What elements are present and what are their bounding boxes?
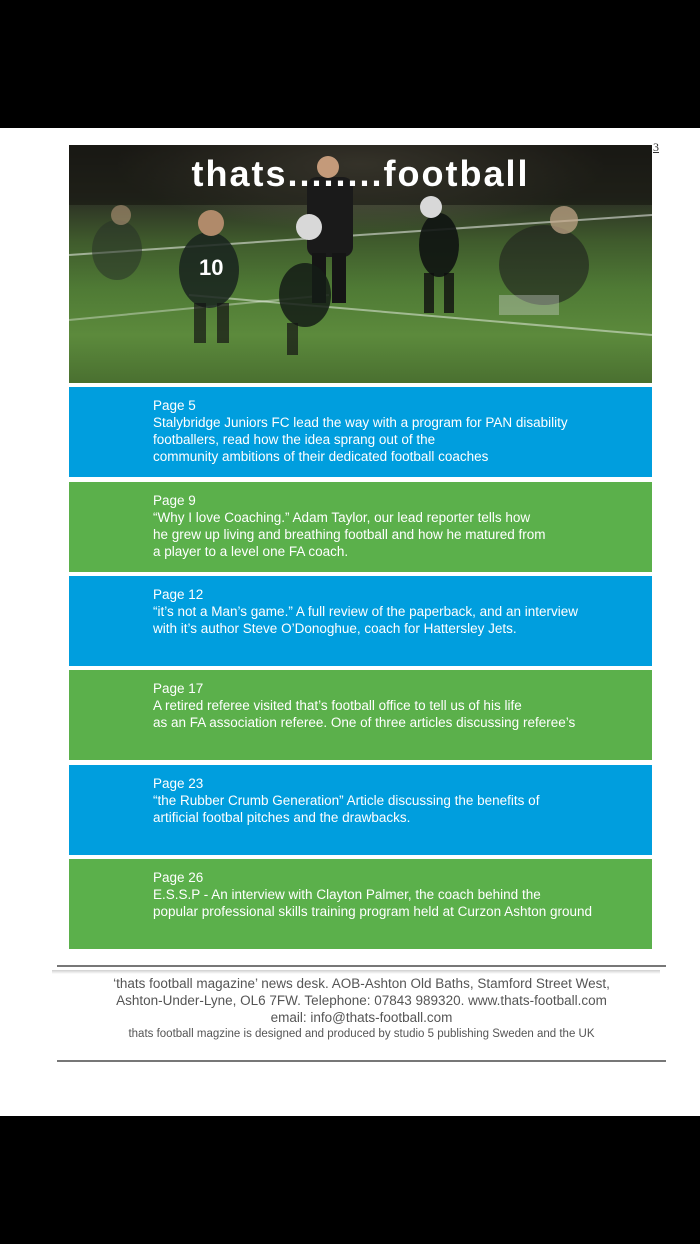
page-number: 3 [653,140,659,154]
contents-page-label: Page 17 [153,681,204,696]
contents-description-line: footballers, read how the idea sprang out of the [153,432,436,447]
contents-description-line: “the Rubber Crumb Generation” Article discussing the benefits of [153,793,540,808]
contents-page-label: Page 26 [153,870,204,885]
footer-address-line2[interactable]: Ashton-Under-Lyne, OL6 7FW. Telephone: 07843 989320. www.thats-football.com [116,993,607,1008]
divider-bottom [57,1060,666,1062]
contents-entry-text [153,680,575,731]
contents-description-line: he grew up living and breathing football and how he matured from [153,527,546,542]
contents-entry[interactable] [69,765,652,855]
footer-address-line1: ‘thats football magazine’ news desk. AOB-Ashton Old Baths, Stamford Street West, [113,976,610,991]
contents-page-label: Page 5 [153,398,196,413]
contents-entry[interactable] [69,859,652,949]
contents-entry-text [153,397,568,465]
divider-top [57,965,666,967]
contents-description-line: a player to a level one FA coach. [153,544,349,559]
footer [57,975,666,1043]
contents-description-line: “Why I love Coaching.” Adam Taylor, our lead reporter tells how [153,510,531,525]
contents-entry-text [153,492,546,560]
contents-entry-text [153,586,578,637]
contents-entry[interactable] [69,387,652,477]
contents-description-line: E.S.S.P - An interview with Clayton Palmer, the coach behind the [153,887,541,902]
footer-email[interactable]: email: info@thats-football.com [270,1010,453,1025]
contents-page-label: Page 9 [153,493,196,508]
magazine-title: thats........football [191,153,530,194]
contents-entry[interactable] [69,482,652,572]
svg-text:10: 10 [199,255,224,280]
contents-entry-text [153,775,539,826]
contents-page-label: Page 23 [153,776,204,791]
contents-description-line: artificial footbal pitches and the drawbacks. [153,810,411,825]
contents-description-line: community ambitions of their dedicated football coaches [153,449,489,464]
contents-description-line: popular professional skills training program held at Curzon Ashton ground [153,904,593,919]
contents-description-line: A retired referee visited that’s football office to tell us of his life [153,698,522,713]
hero-photo [69,145,652,383]
contents-description-line: as an FA association referee. One of three articles discussing referee’s [153,715,576,730]
contents-entry[interactable] [69,670,652,760]
contents-page-label: Page 12 [153,587,204,602]
divider-shadow [52,970,660,974]
contents-description-line: Stalybridge Juniors FC lead the way with a program for PAN disability [153,415,568,430]
contents-entry-text [153,869,592,920]
contents-description-line: “it’s not a Man’s game.” A full review of the paperback, and an interview [153,604,578,619]
footer-credits: thats football magzine is designed and produced by studio 5 publishing Sweden and the UK [128,1028,595,1040]
contents-entry[interactable] [69,576,652,666]
contents-description-line: with it’s author Steve O’Donoghue, coach for Hattersley Jets. [153,621,517,636]
